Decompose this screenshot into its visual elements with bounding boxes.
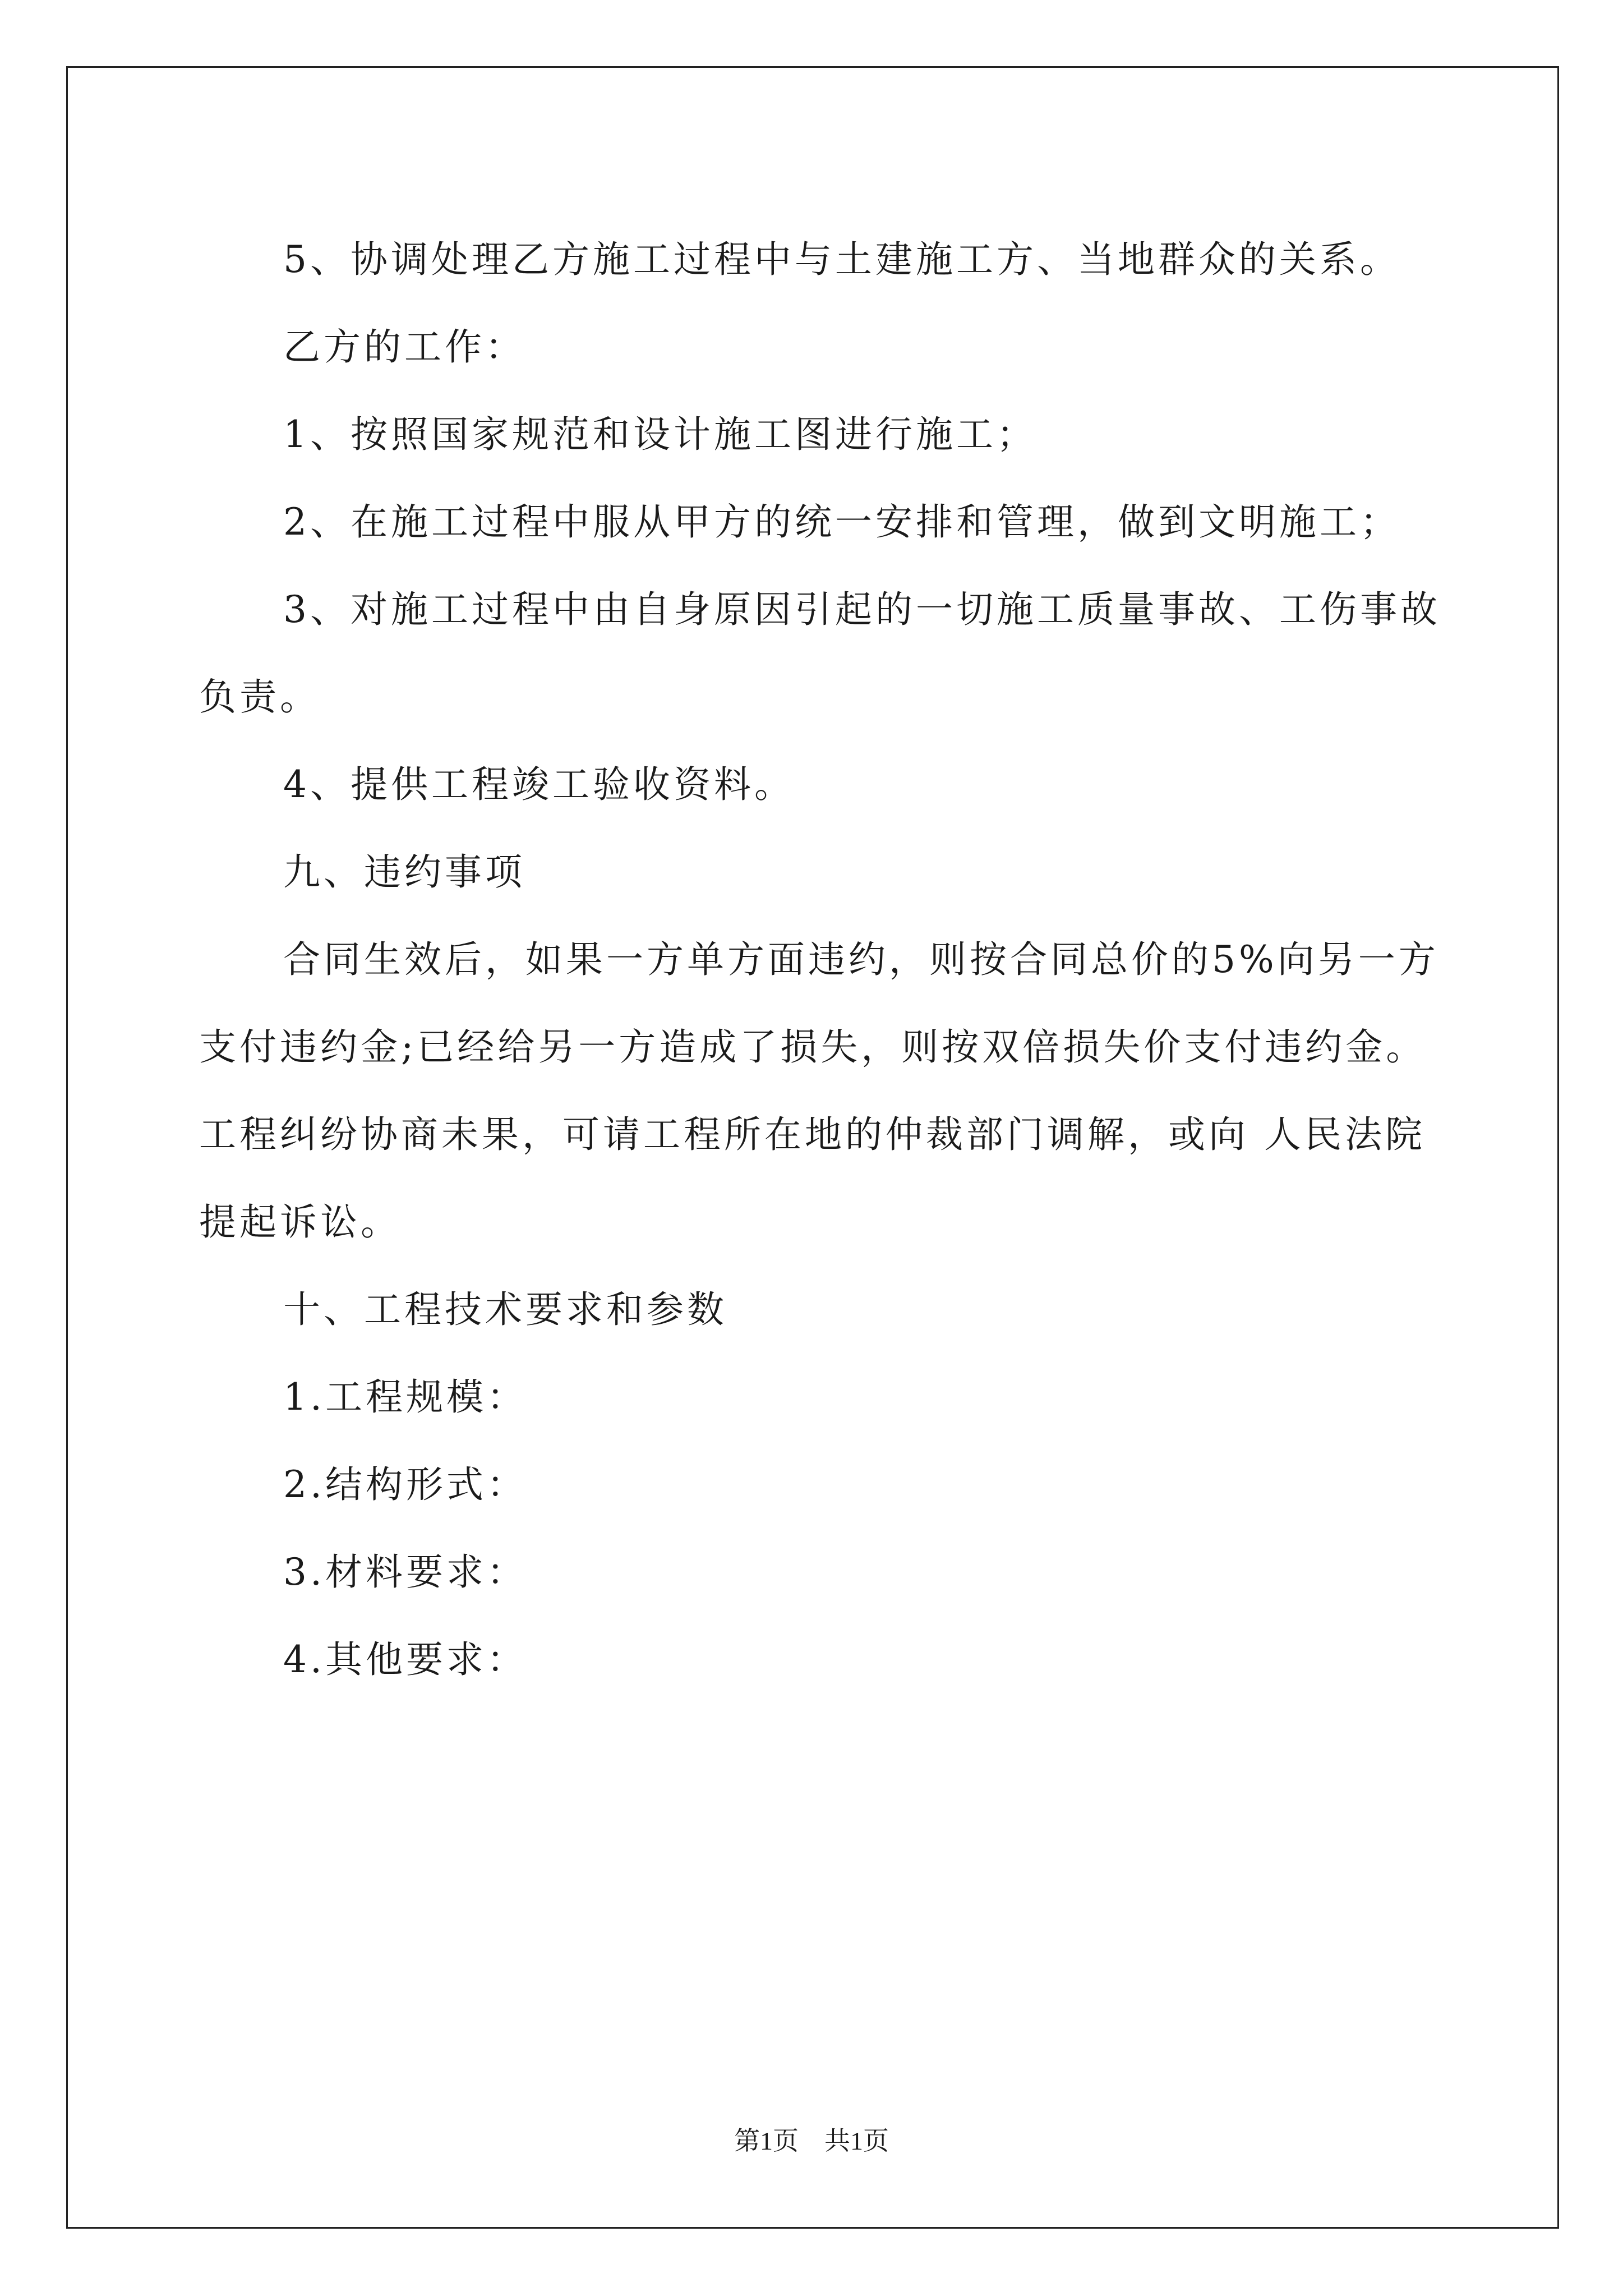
- document-body: [199, 216, 1441, 1704]
- line-3: 1、按照国家规范和设计施工图进行施工；: [283, 413, 1037, 456]
- line-14: 1.工程规模：: [283, 1375, 527, 1419]
- line-16: 3.材料要求：: [283, 1550, 527, 1594]
- line-9: 合同生效后，如果一方单方面违约，则按合同总价的5%向另一方: [283, 938, 1439, 981]
- line-5: 3、对施工过程中由自身原因引起的一切施工质量事故、工伤事故: [283, 588, 1441, 631]
- line-6: 负责。: [199, 675, 320, 719]
- line-7: 4、提供工程竣工验收资料。: [283, 763, 795, 806]
- line-4: 2、在施工过程中服从甲方的统一安排和管理，做到文明施工；: [283, 500, 1400, 544]
- line-11: 工程纠纷协商未果，可请工程所在地的仲裁部门调解，或向 人民法院: [199, 1113, 1426, 1156]
- line-1: 5、协调处理乙方施工过程中与土建施工方、当地群众的关系。: [283, 238, 1400, 281]
- section-heading-technical: 十、工程技术要求和参数: [283, 1288, 727, 1331]
- page-number-footer: 第1页 共1页: [734, 2127, 889, 2155]
- line-10: 支付违约金;已经给另一方造成了损失，则按双倍损失价支付违约金。: [199, 1025, 1427, 1069]
- section-heading-breach: 九、违约事项: [283, 850, 525, 894]
- line-2: 乙方的工作：: [283, 325, 525, 369]
- line-15: 2.结构形式：: [283, 1463, 527, 1506]
- line-12: 提起诉讼。: [199, 1200, 401, 1244]
- line-17: 4.其他要求：: [283, 1638, 527, 1681]
